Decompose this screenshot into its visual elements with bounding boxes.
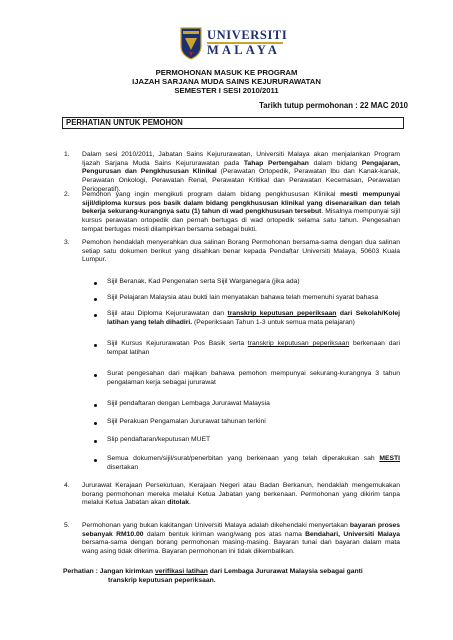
list-item-document: Sijil atau Diploma Kejururawatan dan transkrip keputusan peperiksaan dari Sekolah/Kolej latihan yang telah dihadiri. (Peperiksaan Tahun 1-3 untuk semua mata pelajaran)	[107, 310, 400, 326]
bullet-icon	[94, 459, 97, 462]
paragraph-item-2: Pemohon yang ingin mengikuti program dalam bidang pengkhususan Klinikal mesti mempunyai sijil/diploma kursus pos basik dalam bidang pengkhususan klinikal yang disenaraikan dan telah bekerja sekurang-kurangnya satu (1) tahun di wad pengkhususan tersebut. Misalnya mempunyai sijil kursus perawatan ortopedik dan pernah bertugas di wad ortopedik selama satu tahun. Pengesahan tempat bertugas mesti dilampirkan bersama sebagai bukti.	[82, 191, 400, 233]
item-number: 2.	[64, 191, 70, 198]
list-item-document: Sijil Pelajaran Malaysia atau bukti lain menyatakan bahawa telah memenuhi syarat bahasa	[107, 294, 379, 301]
paragraph-item-3: Pemohon hendaklah menyerahkan dua salinan Borang Permohonan bersama-sama dengan dua salinan setiap satu dokumen berikut yang disahkan benar kepada Pendaftar Universiti Malaya, 50603 Kuala Lumpur.	[82, 239, 400, 264]
bullet-icon	[94, 298, 97, 301]
list-item-document: Sijil pendaftaran dengan Lembaga Jururawat Malaysia	[107, 400, 270, 407]
university-logo	[180, 26, 290, 62]
logo-wordmark-line1: UNIVERSITI	[207, 28, 288, 42]
notice-heading: PERHATIAN UNTUK PEMOHON	[66, 118, 183, 127]
paragraph-item-4: Jururawat Kerajaan Persekutuan, Kerajaan Negeri atau Badan Berkanun, hendaklah mengemukakan borang permohonan mereka melalui Ketua Jabatan yang berkenaan. Permohonan yang dikirim tanpa melalui Ketua Jabatan akan ditolak.	[82, 482, 400, 507]
bullet-icon	[94, 422, 97, 425]
page-title-line2: IJAZAH SARJANA MUDA SAINS KEJURURAWATAN	[132, 77, 321, 86]
list-item-document: Surat pengesahan dari majikan bahawa pemohon mempunyai sekurang-kurangnya 3 tahun pengalaman kerja sebagai jururawat	[107, 370, 400, 386]
page-title-line3: SEMESTER I SESI 2010/2011	[174, 86, 279, 95]
list-item-document: Sijil Perakuan Pengamalan Jururawat tahunan terkini	[107, 418, 266, 425]
footer-note: Perhatian : Jangan kirimkan verifikasi latihan dari Lembaga Jururawat Malaysia sebagai ganti	[63, 568, 363, 575]
notice-heading-box	[62, 117, 404, 129]
item-number: 4.	[64, 482, 70, 489]
bullet-icon	[94, 374, 97, 377]
paragraph-item-1: Dalam sesi 2010/2011, Jabatan Sains Kejururawatan, Universiti Malaya akan menjalankan Program Ijazah Sarjana Muda Sains Kejururawatan pada Tahap Pertengahan dalam bidang Pengajaran, Pengurusan dan Pengkhususan Klinikal (Perawatan Ortopedik, Perawatan Ibu dan Kanak-kanak, Perawatan Onkologi, Perawatan Renal, Perawatan Kritikal dan Perawatan Kecemasan, Perawatan Perioperatif).	[82, 151, 400, 193]
footer-note-line2: transkrip keputusan peperiksaan.	[108, 577, 216, 584]
item-number: 5.	[64, 522, 70, 529]
page-title-line1: PERMOHONAN MASUK KE PROGRAM	[155, 68, 298, 77]
list-item-document: Semua dokumen/sijil/surat/penerbitan yang berkenaan yang telah diperakukan sah MESTI disertakan	[107, 455, 400, 471]
crest-icon	[180, 26, 202, 60]
bullet-icon	[94, 404, 97, 407]
bullet-icon	[94, 314, 97, 317]
list-item-document: Sijil Beranak, Kad Pengenalan serta Sijil Warganegara (jika ada)	[107, 278, 300, 285]
item-number: 3.	[64, 239, 70, 246]
bullet-icon	[94, 440, 97, 443]
bullet-icon	[94, 282, 97, 285]
item-number: 1.	[64, 151, 70, 158]
logo-wordmark-line2: MALAYA	[207, 43, 281, 57]
paragraph-item-5: Permohonan yang bukan kakitangan Universiti Malaya adalah dikehendaki menyertakan bayaran proses sebanyak RM10.00 dalam bentuk kiriman wang/wang pos atas nama Bendahari, Universiti Malaya bersama-sama dengan borang permohonan masing-masing. Bayaran tunai dan bayaran dalam mata wang asing tidak diterima. Bayaran permohonan ini tidak dikembalikan.	[82, 522, 400, 556]
list-item-document: Slip pendaftaran/keputusan MUET	[107, 436, 211, 443]
deadline-text: Tarikh tutup permohonan : 22 MAC 2010	[259, 101, 408, 110]
bullet-icon	[94, 344, 97, 347]
list-item-document: Sijil Kursus Kejururawatan Pos Basik serta transkrip keputusan peperiksaan berkenaan dari tempat latihan	[107, 340, 400, 356]
